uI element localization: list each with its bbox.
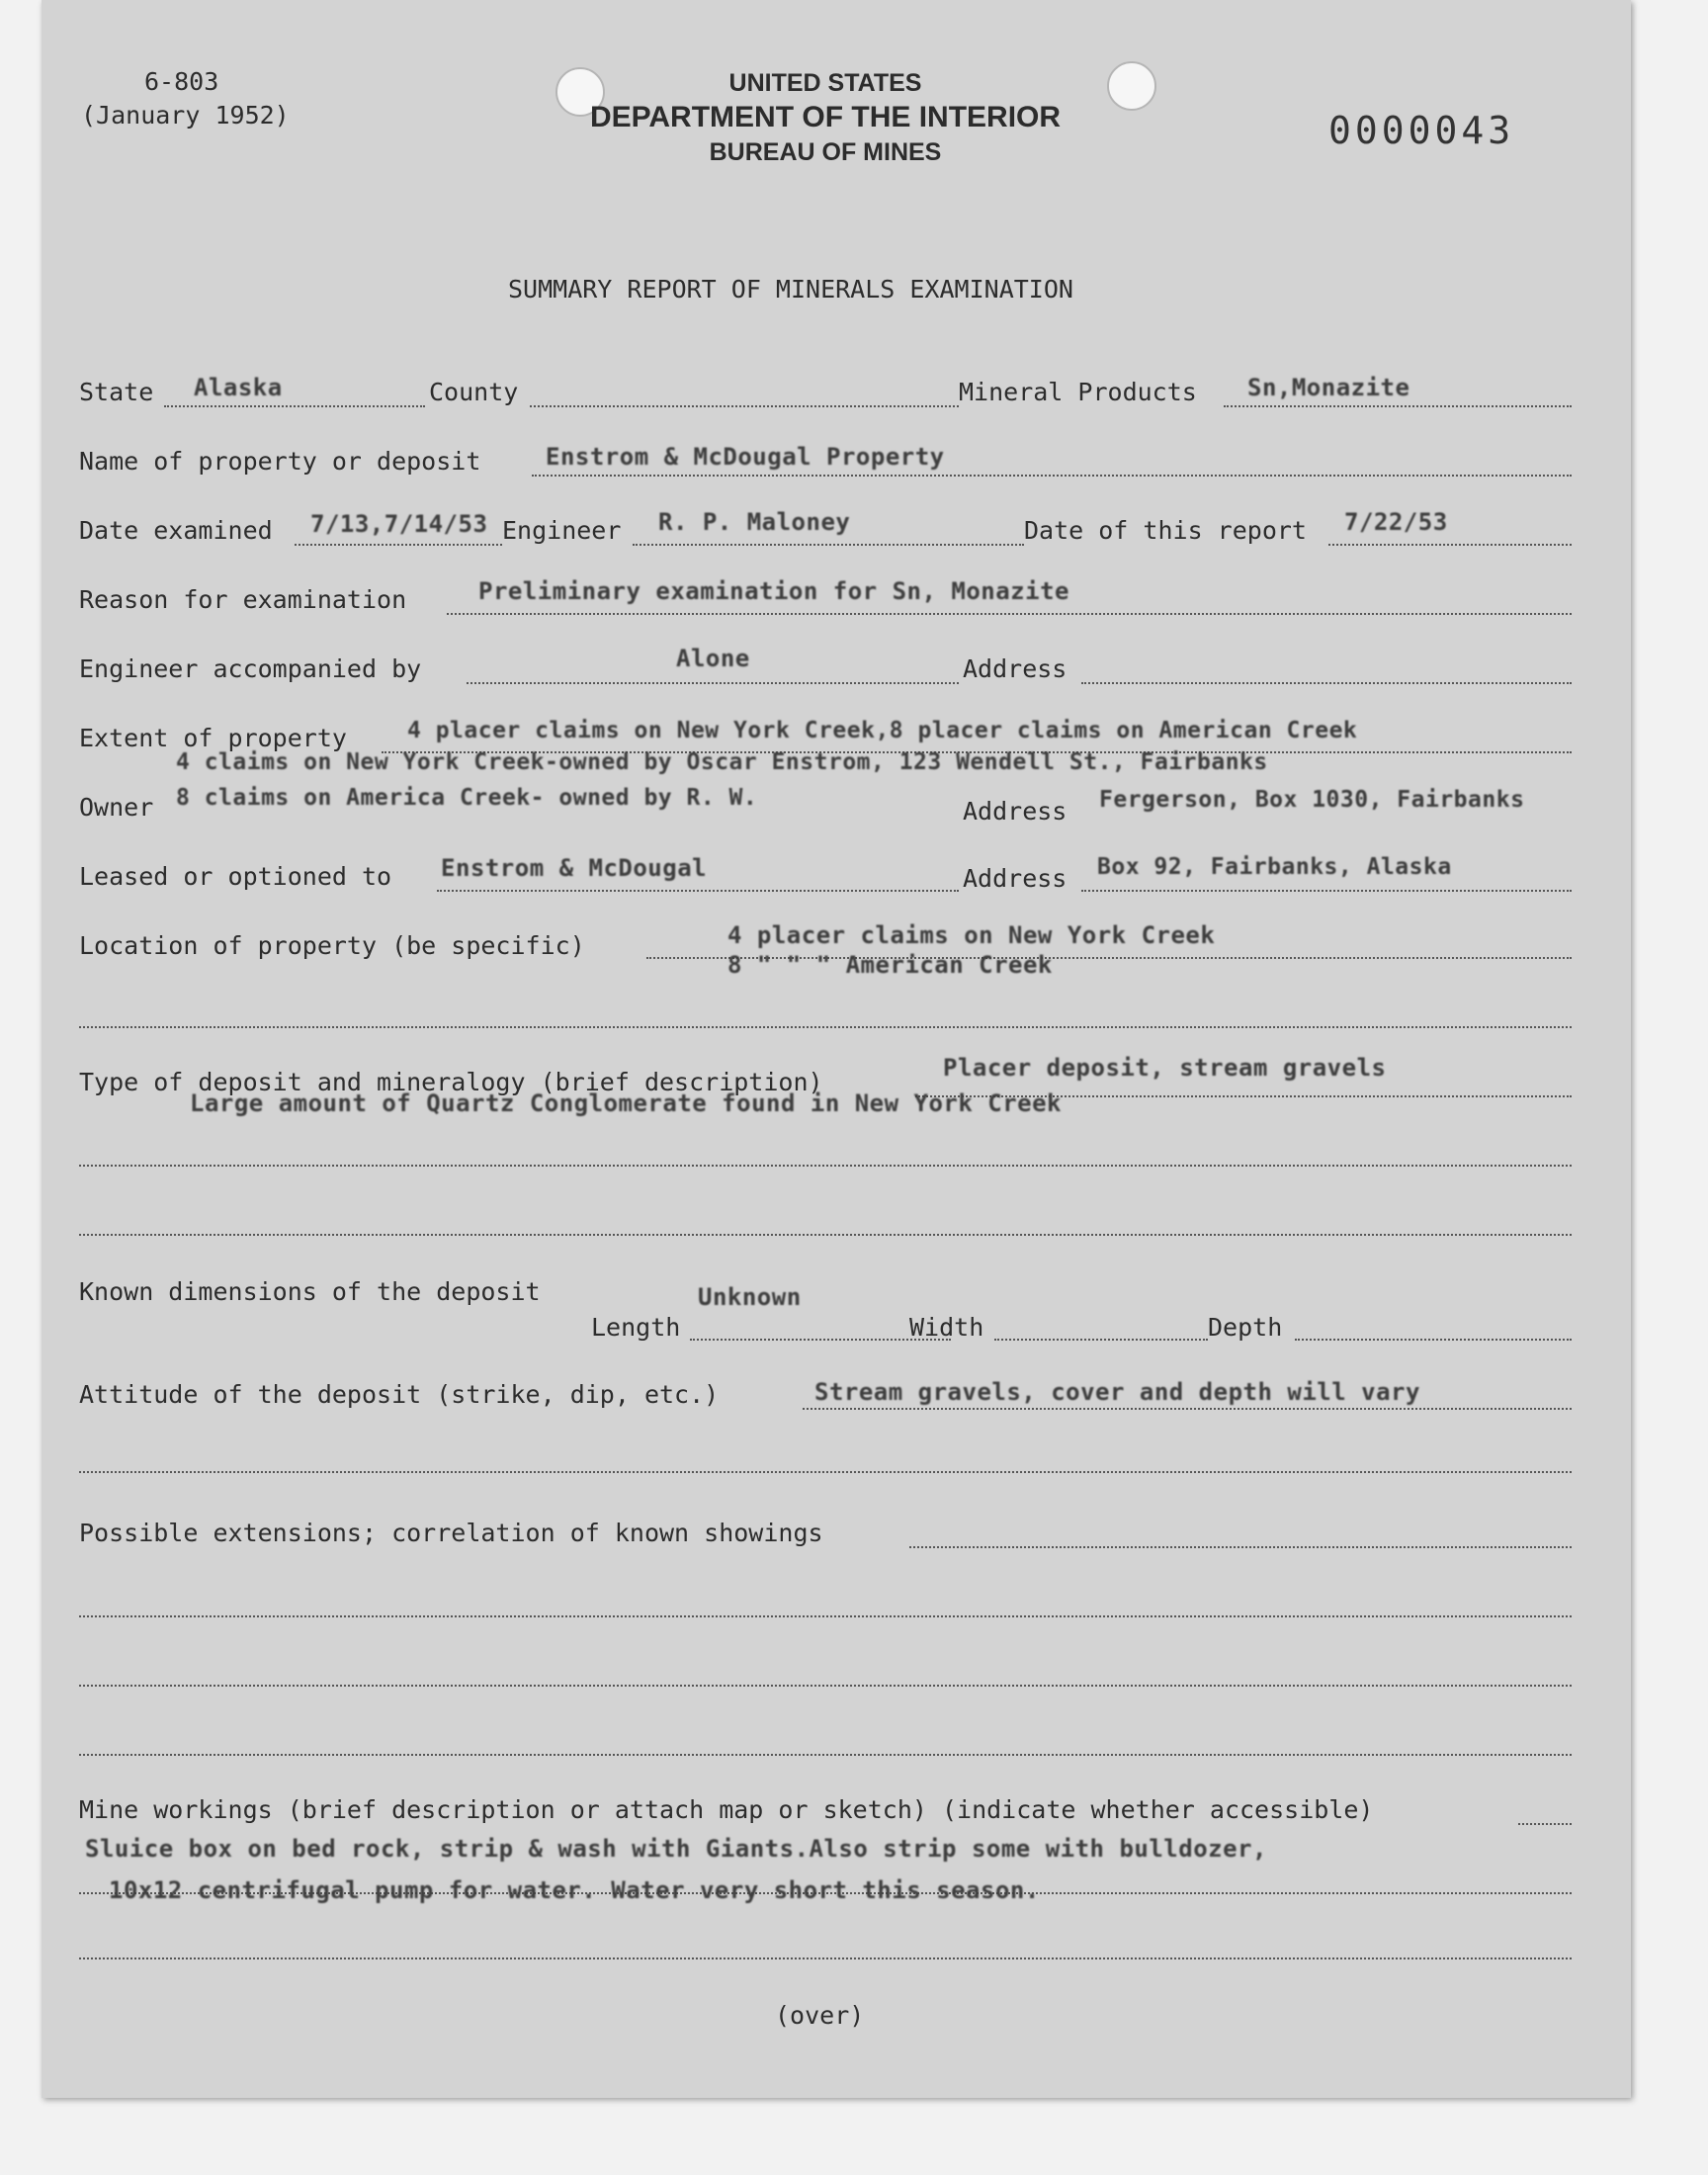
county-label: County [429, 378, 519, 406]
reason-label: Reason for examination [79, 585, 407, 614]
type-deposit-line-3 [79, 1234, 1572, 1236]
engineer-value: R. P. Maloney [658, 508, 851, 536]
depth-line [1295, 1339, 1572, 1341]
owner-label: Owner [79, 793, 154, 822]
length-label: Length [591, 1313, 681, 1342]
workings-line-1 [1518, 1823, 1572, 1825]
state-label: State [79, 378, 154, 406]
extensions-line-3 [79, 1685, 1572, 1687]
engineer-line [633, 544, 1024, 546]
bureau-heading: BUREAU OF MINES [709, 138, 942, 166]
dimensions-label: Known dimensions of the deposit [79, 1277, 541, 1306]
owner-address-label: Address [963, 797, 1068, 826]
date-examined-line [295, 544, 502, 546]
attitude-value: Stream gravels, cover and depth will vary [814, 1378, 1420, 1406]
attitude-label: Attitude of the deposit (strike, dip, etc.) [79, 1380, 720, 1409]
report-title: SUMMARY REPORT OF MINERALS EXAMINATION [508, 275, 1073, 304]
owner-address-value: Fergerson, Box 1030, Fairbanks [1099, 787, 1525, 813]
agency-heading: UNITED STATES [728, 69, 922, 97]
extensions-line-2 [79, 1615, 1572, 1617]
accompanied-address-line [1081, 682, 1572, 684]
leased-address-line [1081, 890, 1572, 892]
location-value-line2: 8 " " " American Creek [727, 951, 1053, 979]
department-heading: DEPARTMENT OF THE INTERIOR [589, 101, 1062, 133]
property-name-label: Name of property or deposit [79, 447, 481, 476]
date-examined-value: 7/13,7/14/53 [310, 510, 488, 538]
date-report-value: 7/22/53 [1344, 508, 1448, 536]
county-line [530, 405, 959, 407]
type-deposit-value-line2: Large amount of Quartz Conglomerate found in New York Creek [190, 1089, 1063, 1117]
extensions-line-1 [909, 1546, 1572, 1548]
type-deposit-value-line1: Placer deposit, stream gravels [943, 1054, 1387, 1082]
owner-value-line2: 8 claims on America Creek- owned by R. W. [176, 785, 758, 811]
attitude-line-2 [79, 1471, 1572, 1473]
leased-line [437, 890, 959, 892]
state-value: Alaska [194, 374, 283, 401]
accompanied-value: Alone [676, 645, 750, 672]
workings-value-line2: 10x12 centrifugal pump for water. Water very short this season. [109, 1876, 1040, 1904]
mineral-products-label: Mineral Products [959, 378, 1197, 406]
workings-line-3 [79, 1958, 1572, 1959]
extent-value: 4 placer claims on New York Creek,8 placer claims on American Creek [407, 718, 1358, 743]
width-line [994, 1339, 1208, 1341]
leased-address-value: Box 92, Fairbanks, Alaska [1097, 854, 1452, 880]
accompanied-label: Engineer accompanied by [79, 654, 422, 683]
leased-label: Leased or optioned to [79, 862, 392, 891]
leased-value: Enstrom & McDougal [441, 854, 708, 882]
date-report-line [1328, 544, 1572, 546]
date-report-label: Date of this report [1024, 516, 1307, 545]
workings-label: Mine workings (brief description or attach map or sketch) (indicate whether accessible) [79, 1795, 1374, 1824]
type-deposit-label: Type of deposit and mineralogy (brief description) [79, 1068, 823, 1096]
property-name-value: Enstrom & McDougal Property [546, 443, 945, 471]
date-examined-label: Date examined [79, 516, 273, 545]
reason-line [447, 613, 1572, 615]
dimensions-value: Unknown [698, 1283, 802, 1311]
extensions-label: Possible extensions; correlation of known showings [79, 1519, 823, 1547]
engineer-label: Engineer [502, 516, 622, 545]
mineral-products-value: Sn,Monazite [1247, 374, 1410, 401]
state-line [164, 405, 425, 407]
form-edition: (January 1952) [81, 101, 290, 130]
location-value-line1: 4 placer claims on New York Creek [727, 921, 1216, 949]
extensions-line-4 [79, 1754, 1572, 1756]
mineral-products-line [1224, 405, 1572, 407]
attitude-line-1 [803, 1408, 1572, 1410]
property-name-line [532, 475, 1572, 477]
serial-number: 0000043 [1328, 109, 1515, 152]
footer-over: (over) [775, 2001, 865, 2030]
form-sheet [42, 0, 1631, 2098]
extent-label: Extent of property [79, 724, 347, 752]
leased-address-label: Address [963, 864, 1068, 893]
workings-value-line1: Sluice box on bed rock, strip & wash with Giants.Also strip some with bulldozer, [85, 1835, 1267, 1863]
owner-value-line1: 4 claims on New York Creek-owned by Oscar Enstrom, 123 Wendell St., Fairbanks [176, 749, 1268, 775]
reason-value: Preliminary examination for Sn, Monazite [478, 577, 1069, 605]
depth-label: Depth [1208, 1313, 1283, 1342]
width-label: Width [909, 1313, 984, 1342]
accompanied-address-label: Address [963, 654, 1068, 683]
form-number: 6-803 [144, 67, 219, 96]
type-deposit-line-2 [79, 1165, 1572, 1167]
accompanied-line [467, 682, 959, 684]
location-label: Location of property (be specific) [79, 931, 585, 960]
location-line-2 [79, 1026, 1572, 1028]
